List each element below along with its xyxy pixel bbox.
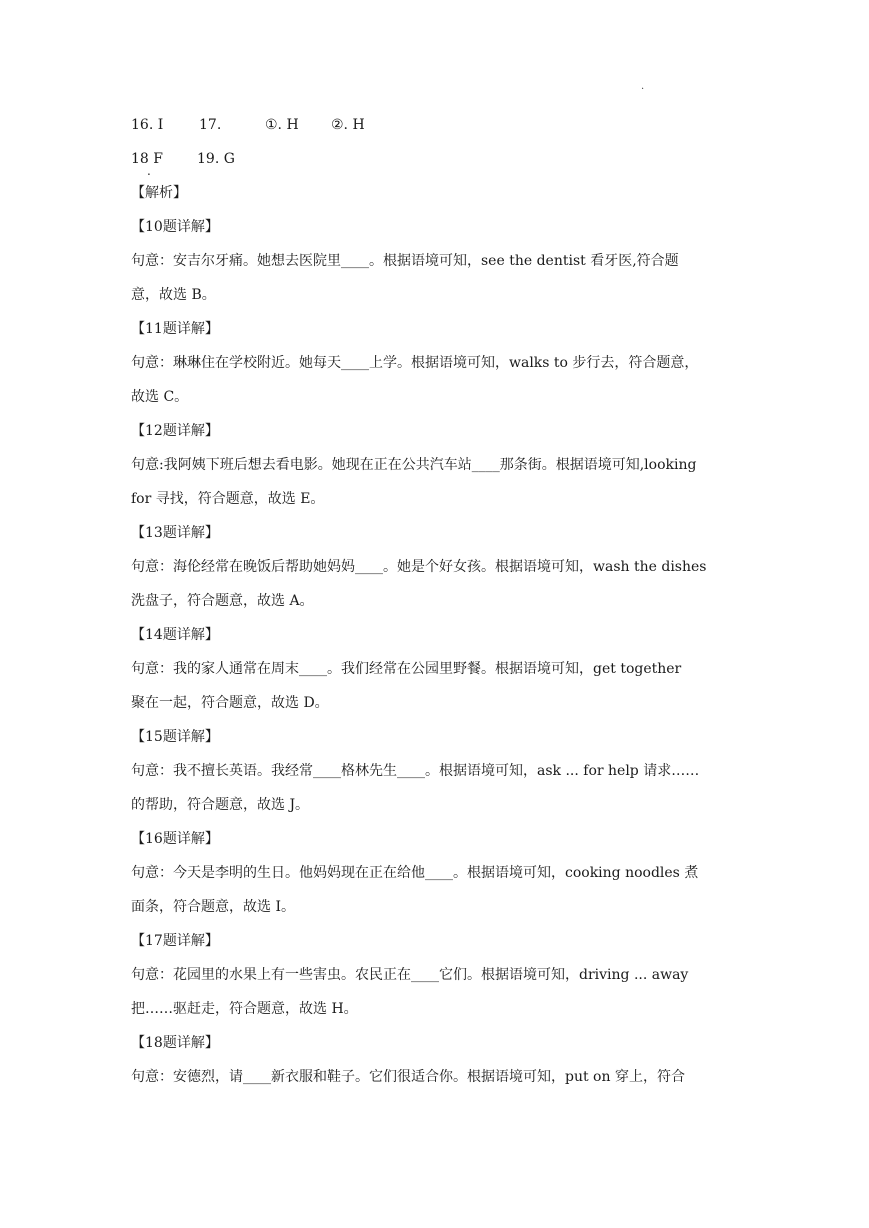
explanation-text: 句意:我阿姨下班后想去看电影。她现在正在公共汽车站____那条街。根据语境可知,looking <box>131 457 697 473</box>
explanation-15 <box>131 720 741 822</box>
answer-16: 16. I <box>131 117 164 133</box>
explanation-heading: 【11题详解】 <box>131 321 219 337</box>
explanation-text: 故选 C。 <box>131 389 189 405</box>
explanation-text: 句意：我不擅长英语。我经常____格林先生____。根据语境可知，ask ... for help 请求…… <box>131 763 700 779</box>
explanation-text: 把……驱赶走，符合题意，故选 H。 <box>131 1001 358 1017</box>
explanation-18 <box>131 1026 741 1094</box>
explanation-text: 句意：我的家人通常在周末____。我们经常在公园里野餐。根据语境可知，get together <box>131 661 682 677</box>
explanation-text: for 寻找，符合题意，故选 E。 <box>131 491 325 507</box>
answer-17-label: 17. <box>199 117 222 133</box>
answer-17-part-2: ②. H <box>331 117 365 133</box>
explanation-heading: 【10题详解】 <box>131 219 219 235</box>
explanation-heading: 【17题详解】 <box>131 933 219 949</box>
explanation-text: 句意：花园里的水果上有一些害虫。农民正在____它们。根据语境可知，driving ... away <box>131 967 689 983</box>
answer-row-2 <box>131 142 741 176</box>
explanation-10 <box>131 210 741 312</box>
explanation-text: 的帮助，符合题意，故选 J。 <box>131 797 310 813</box>
explanation-heading: 【12题详解】 <box>131 423 219 439</box>
explanation-text: 洗盘子，符合题意，故选 A。 <box>131 593 314 609</box>
answer-dot-mark: . <box>147 164 151 178</box>
explanation-text: 聚在一起，符合题意，故选 D。 <box>131 695 329 711</box>
explanation-16 <box>131 822 741 924</box>
explanation-heading: 【15题详解】 <box>131 729 219 745</box>
answer-17-part-1: ①. H <box>265 117 299 133</box>
document-content <box>131 108 741 1094</box>
explanation-text: 句意：海伦经常在晚饭后帮助她妈妈____。她是个好女孩。根据语境可知，wash the dishes <box>131 559 707 575</box>
analysis-heading: 【解析】 <box>131 185 187 201</box>
explanation-heading: 【13题详解】 <box>131 525 219 541</box>
explanation-heading: 【14题详解】 <box>131 627 219 643</box>
explanation-heading: 【16题详解】 <box>131 831 219 847</box>
answer-row-1 <box>131 108 741 142</box>
explanation-text: 意，故选 B。 <box>131 287 216 303</box>
explanation-text: 句意：琳琳住在学校附近。她每天____上学。根据语境可知，walks to 步行去，符合题意， <box>131 355 699 371</box>
explanation-text: 句意：安德烈，请____新衣服和鞋子。它们很适合你。根据语境可知，put on 穿上，符合 <box>131 1069 685 1085</box>
explanation-14 <box>131 618 741 720</box>
explanation-text: 句意：今天是李明的生日。他妈妈现在正在给他____。根据语境可知，cooking noodles 煮 <box>131 865 699 881</box>
explanation-11 <box>131 312 741 414</box>
answer-19: 19. G <box>197 151 235 167</box>
explanation-heading: 【18题详解】 <box>131 1035 219 1051</box>
explanation-text: 面条，符合题意，故选 I。 <box>131 899 295 915</box>
explanation-13 <box>131 516 741 618</box>
explanation-12 <box>131 414 741 516</box>
explanation-17 <box>131 924 741 1026</box>
header-dot-mark: . <box>641 81 645 92</box>
answer-18: 18 F <box>131 151 163 167</box>
explanation-text: 句意：安吉尔牙痛。她想去医院里____。根据语境可知，see the dentist 看牙医,符合题 <box>131 253 679 269</box>
